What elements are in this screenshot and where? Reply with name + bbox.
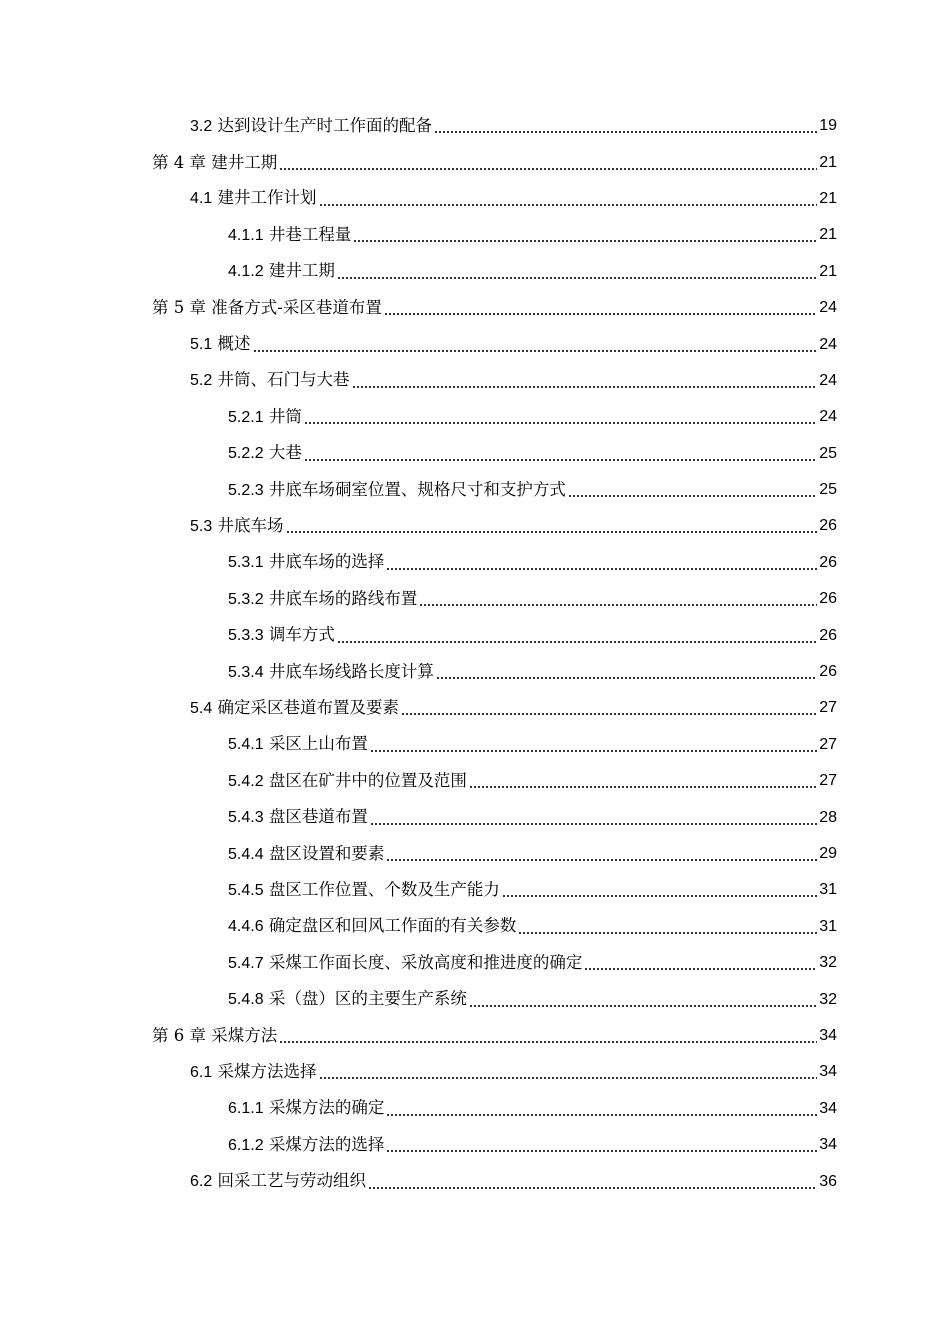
toc-entry[interactable] [0, 945, 950, 981]
toc-entry[interactable] [0, 217, 950, 253]
toc-entry-title: 建井工期 [211, 152, 278, 172]
toc-entry-title: 采煤方法 [211, 1025, 278, 1045]
toc-entry-page: 31 [819, 881, 837, 899]
toc-entry-page: 24 [819, 335, 837, 353]
toc-dot-leader [419, 589, 817, 609]
toc-entry[interactable] [0, 581, 950, 617]
toc-entry-title: 达到设计生产时工作面的配备 [217, 115, 432, 135]
table-of-contents [0, 108, 950, 1200]
toc-entry-label [228, 662, 434, 683]
toc-entry-number: 5.4.4 [228, 845, 264, 863]
toc-entry-title: 采煤工作面长度、采放高度和推进度的确定 [268, 952, 583, 972]
toc-entry[interactable] [0, 436, 950, 472]
toc-entry[interactable] [0, 1018, 950, 1054]
toc-entry-label [228, 1098, 384, 1119]
toc-entry-number: 6.1.1 [228, 1100, 264, 1118]
toc-entry-number: 4.1 [190, 190, 213, 208]
toc-dot-leader [304, 444, 817, 464]
toc-entry-number: 5.3 [190, 517, 213, 535]
toc-dot-leader [386, 1099, 817, 1119]
toc-entry-title: 确定盘区和回风工作面的有关参数 [268, 916, 517, 936]
toc-entry[interactable] [0, 763, 950, 799]
toc-entry-page: 24 [819, 299, 837, 317]
toc-dot-leader [304, 407, 817, 427]
toc-entry-number: 第 6 章 [152, 1025, 206, 1045]
toc-entry-label [228, 989, 467, 1010]
toc-entry-label [228, 916, 516, 937]
toc-entry-label [190, 370, 350, 391]
toc-entry-label [152, 1026, 277, 1046]
toc-entry-label [228, 844, 384, 865]
toc-entry[interactable] [0, 1091, 950, 1127]
toc-entry-title: 确定采区巷道布置及要素 [217, 697, 399, 717]
toc-entry-label [190, 698, 399, 719]
toc-dot-leader [436, 662, 817, 682]
toc-entry-title: 采区上山布置 [268, 734, 368, 754]
toc-entry-page: 34 [819, 1099, 837, 1117]
toc-entry[interactable] [0, 654, 950, 690]
toc-entry-label [190, 334, 251, 355]
toc-dot-leader [469, 771, 817, 791]
toc-entry[interactable] [0, 508, 950, 544]
toc-entry-title: 井筒 [268, 406, 302, 426]
toc-dot-leader [386, 1135, 817, 1155]
toc-entry-number: 第 5 章 [152, 298, 206, 318]
toc-entry-page: 19 [819, 117, 837, 135]
toc-entry-label [228, 1135, 384, 1156]
toc-dot-leader [502, 880, 817, 900]
toc-entry-label [190, 516, 284, 537]
toc-entry-label [228, 480, 566, 501]
toc-entry-label [228, 407, 302, 428]
toc-entry[interactable] [0, 181, 950, 217]
toc-entry-title: 调车方式 [268, 625, 335, 645]
toc-entry-page: 21 [819, 189, 837, 207]
toc-entry-label [190, 1062, 317, 1083]
toc-entry-page: 29 [819, 845, 837, 862]
toc-entry-label [190, 1171, 366, 1192]
toc-entry-title: 盘区巷道布置 [268, 807, 368, 827]
toc-entry-page: 36 [819, 1172, 837, 1190]
toc-entry-title: 建井工作计划 [217, 188, 317, 208]
toc-entry-number: 5.4 [190, 699, 213, 717]
toc-entry[interactable] [0, 363, 950, 399]
toc-entry[interactable] [0, 617, 950, 653]
toc-entry-number: 5.2.1 [228, 408, 264, 426]
toc-entry-number: 第 4 章 [152, 152, 206, 172]
toc-dot-leader [368, 1172, 817, 1192]
toc-entry-number: 5.4.8 [228, 991, 264, 1009]
toc-entry-page: 24 [819, 408, 837, 426]
toc-entry-number: 4.1.2 [228, 263, 264, 281]
toc-entry[interactable] [0, 1127, 950, 1163]
toc-entry[interactable] [0, 909, 950, 945]
toc-dot-leader [370, 735, 817, 755]
toc-entry-label [190, 116, 432, 137]
toc-entry-number: 5.2.3 [228, 481, 264, 499]
toc-entry-label [228, 225, 351, 246]
toc-entry-title: 采煤方法选择 [217, 1061, 317, 1081]
toc-entry-title: 概述 [217, 334, 251, 354]
toc-entry-page: 26 [819, 553, 837, 571]
toc-entry-page: 28 [819, 808, 837, 826]
toc-entry-title: 大巷 [268, 443, 302, 463]
toc-entry-page: 31 [819, 917, 837, 935]
toc-entry-page: 27 [819, 772, 837, 790]
toc-dot-leader [279, 1026, 817, 1046]
toc-entry-page: 25 [819, 481, 837, 499]
toc-entry-label [228, 953, 582, 974]
toc-entry-number: 5.2.2 [228, 445, 264, 463]
toc-entry-page: 27 [819, 735, 837, 753]
toc-dot-leader [386, 553, 817, 573]
toc-entry-number: 4.4.6 [228, 918, 264, 936]
toc-entry-page: 34 [819, 1136, 837, 1154]
toc-entry-page: 21 [819, 226, 837, 244]
toc-entry-label [152, 298, 382, 318]
toc-dot-leader [319, 1062, 818, 1082]
toc-entry[interactable] [0, 1054, 950, 1090]
toc-entry-title: 井底车场硐室位置、规格尺寸和支护方式 [268, 479, 566, 499]
toc-entry[interactable] [0, 144, 950, 180]
toc-entry-number: 5.3.3 [228, 627, 264, 645]
toc-entry-title: 井底车场 [217, 515, 284, 535]
toc-entry-number: 5.3.2 [228, 590, 264, 608]
toc-dot-leader [469, 990, 817, 1010]
toc-entry-number: 5.2 [190, 372, 213, 390]
toc-entry-page: 26 [819, 517, 837, 535]
toc-entry-page: 32 [819, 954, 837, 972]
toc-dot-leader [568, 480, 817, 500]
toc-entry[interactable] [0, 872, 950, 908]
toc-entry-number: 5.3.1 [228, 554, 264, 572]
toc-entry-page: 21 [819, 153, 837, 171]
toc-entry-page: 26 [819, 626, 837, 644]
toc-entry-page: 26 [819, 663, 837, 681]
toc-entry[interactable] [0, 1163, 950, 1199]
toc-entry[interactable] [0, 326, 950, 362]
toc-entry-label [228, 443, 302, 464]
toc-dot-leader [401, 698, 817, 718]
toc-entry-number: 6.2 [190, 1173, 213, 1191]
toc-entry[interactable] [0, 399, 950, 435]
toc-dot-leader [386, 844, 817, 864]
toc-entry-label [228, 734, 368, 755]
toc-entry-number: 4.1.1 [228, 226, 264, 244]
toc-entry[interactable] [0, 290, 950, 326]
toc-dot-leader [384, 298, 817, 318]
toc-entry-title: 采煤方法的选择 [268, 1134, 385, 1154]
toc-entry[interactable] [0, 545, 950, 581]
toc-dot-leader [370, 808, 817, 828]
toc-entry[interactable] [0, 799, 950, 835]
toc-entry-number: 6.1 [190, 1063, 213, 1081]
toc-entry-page: 27 [819, 699, 837, 717]
toc-dot-leader [352, 371, 818, 391]
toc-entry-number: 5.4.5 [228, 881, 264, 899]
toc-entry-page: 34 [819, 1026, 837, 1044]
toc-entry-title: 采（盘）区的主要生产系统 [268, 989, 467, 1009]
toc-entry-page: 25 [819, 444, 837, 462]
toc-entry-number: 5.4.2 [228, 772, 264, 790]
toc-entry-label [228, 552, 384, 573]
toc-dot-leader [286, 516, 818, 536]
toc-entry-number: 5.1 [190, 336, 213, 354]
toc-entry-label [228, 261, 335, 282]
toc-entry-title: 盘区设置和要素 [268, 843, 385, 863]
toc-entry-page: 24 [819, 371, 837, 389]
toc-entry[interactable] [0, 727, 950, 763]
toc-entry-label [228, 625, 335, 646]
toc-dot-leader [434, 116, 817, 136]
toc-entry[interactable] [0, 690, 950, 726]
toc-entry-page: 21 [819, 262, 837, 280]
toc-dot-leader [279, 153, 817, 173]
toc-entry-label [152, 153, 277, 173]
toc-entry-number: 5.4.1 [228, 736, 264, 754]
toc-entry-label [228, 807, 368, 828]
toc-entry-label [228, 589, 417, 610]
toc-entry-title: 井底车场的路线布置 [268, 588, 418, 608]
toc-entry-title: 回采工艺与劳动组织 [217, 1171, 366, 1191]
toc-dot-leader [353, 225, 817, 245]
toc-entry-title: 准备方式-采区巷道布置 [211, 298, 382, 318]
toc-entry-title: 井巷工程量 [268, 224, 352, 244]
toc-entry-title: 采煤方法的确定 [268, 1098, 385, 1118]
toc-entry[interactable] [0, 981, 950, 1017]
toc-entry-number: 5.4.3 [228, 809, 264, 827]
toc-entry-title: 井底车场线路长度计算 [268, 661, 434, 681]
toc-entry-title: 盘区工作位置、个数及生产能力 [268, 879, 500, 899]
toc-entry-title: 建井工期 [268, 261, 335, 281]
toc-dot-leader [518, 917, 817, 937]
toc-entry-number: 5.4.7 [228, 954, 264, 972]
toc-entry-title: 井筒、石门与大巷 [217, 370, 350, 390]
toc-entry[interactable] [0, 836, 950, 872]
toc-entry-number: 3.2 [190, 117, 213, 135]
toc-dot-leader [337, 626, 817, 646]
toc-entry-title: 井底车场的选择 [268, 552, 385, 572]
toc-entry-label [228, 880, 500, 901]
toc-entry-page: 32 [819, 990, 837, 1008]
toc-dot-leader [319, 189, 818, 209]
toc-entry-number: 5.3.4 [228, 663, 264, 681]
toc-dot-leader [584, 953, 817, 973]
toc-entry-title: 盘区在矿井中的位置及范围 [268, 770, 467, 790]
toc-entry-label [190, 188, 317, 209]
toc-entry-page: 26 [819, 590, 837, 608]
toc-entry-number: 6.1.2 [228, 1136, 264, 1154]
toc-dot-leader [337, 262, 817, 282]
toc-entry[interactable] [0, 254, 950, 290]
toc-entry[interactable] [0, 108, 950, 144]
toc-dot-leader [253, 335, 818, 355]
toc-entry-label [228, 771, 467, 792]
toc-entry[interactable] [0, 472, 950, 508]
toc-entry-page: 34 [819, 1063, 837, 1081]
